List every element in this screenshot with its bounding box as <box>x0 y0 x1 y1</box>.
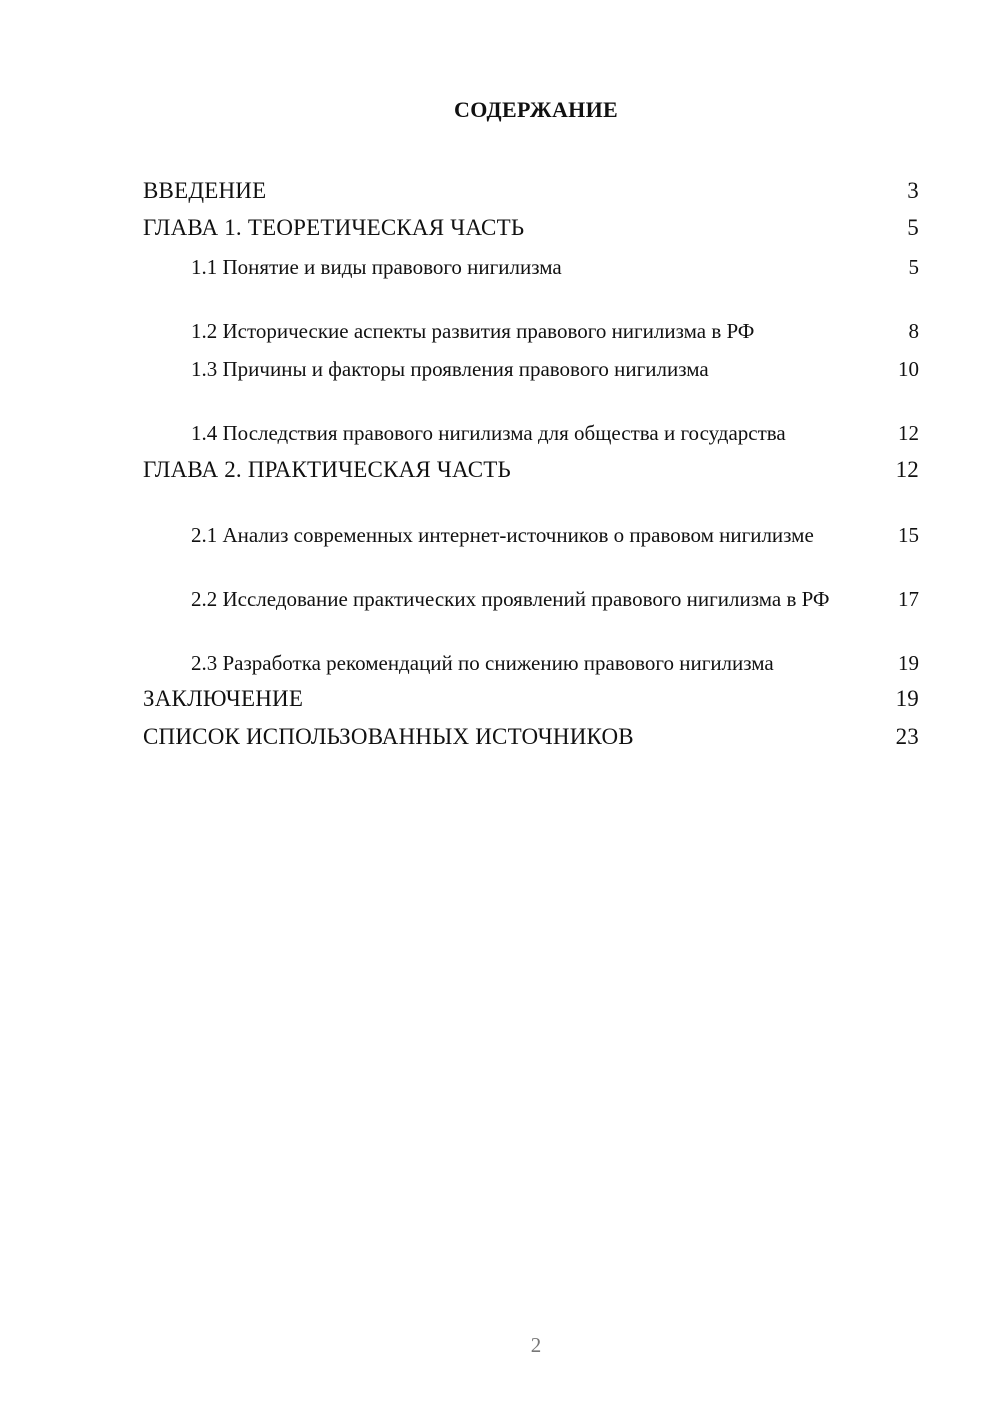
toc-entry-chapter-2[interactable] <box>143 449 919 487</box>
toc-entry-page: 12 <box>895 456 919 482</box>
toc-entry-references[interactable] <box>143 716 919 754</box>
toc-entry-page: 5 <box>907 215 919 240</box>
toc-entry-page: 3 <box>907 177 919 203</box>
toc-entry-page: 5 <box>908 255 919 279</box>
table-of-contents <box>143 170 919 754</box>
toc-entry-page: 19 <box>895 686 919 711</box>
toc-entry-chapter-1[interactable] <box>143 208 919 246</box>
toc-entry-page: 12 <box>898 421 919 445</box>
toc-entry-label: 2.1 Анализ современных интернет-источников о правовом нигилизме <box>191 522 814 547</box>
toc-entry-page: 23 <box>895 723 919 749</box>
toc-entry-label: 2.3 Разработка рекомендаций по снижению правового нигилизма <box>191 650 774 675</box>
toc-entry-page: 10 <box>898 357 919 381</box>
toc-entry-page: 17 <box>898 586 919 611</box>
toc-entry-section-2-2[interactable] <box>143 555 919 615</box>
toc-entry-conclusion[interactable] <box>143 679 919 717</box>
toc-entry-section-1-4[interactable] <box>143 389 919 449</box>
toc-entry-section-1-3[interactable] <box>143 350 919 385</box>
page-number: 2 <box>530 1333 542 1357</box>
toc-entry-label: ЗАКЛЮЧЕНИЕ <box>143 686 304 711</box>
toc-entry-page: 19 <box>898 650 919 675</box>
toc-entry-section-2-3[interactable] <box>143 619 919 679</box>
toc-entry-introduction[interactable] <box>143 170 919 208</box>
toc-entry-section-1-2[interactable] <box>143 287 919 347</box>
toc-title: СОДЕРЖАНИЕ <box>454 97 618 122</box>
toc-entry-label: ВВЕДЕНИЕ <box>143 177 267 203</box>
toc-entry-label: 1.1 Понятие и виды правового нигилизма <box>191 255 562 279</box>
toc-entry-label: 1.3 Причины и факторы проявления правового нигилизма <box>191 357 709 381</box>
toc-entry-section-2-1[interactable] <box>143 491 919 551</box>
toc-entry-section-1-1[interactable] <box>143 248 919 283</box>
toc-entry-label: ГЛАВА 2. ПРАКТИЧЕСКАЯ ЧАСТЬ <box>143 456 511 482</box>
toc-entry-label: 1.4 Последствия правового нигилизма для общества и государства <box>191 421 786 445</box>
toc-entry-label: СПИСОК ИСПОЛЬЗОВАННЫХ ИСТОЧНИКОВ <box>143 723 634 749</box>
toc-entry-page: 8 <box>908 319 919 343</box>
toc-entry-label: 1.2 Исторические аспекты развития правового нигилизма в РФ <box>191 319 755 343</box>
toc-entry-page: 15 <box>898 522 919 547</box>
toc-entry-label: 2.2 Исследование практических проявлений правового нигилизма в РФ <box>191 586 830 611</box>
toc-entry-label: ГЛАВА 1. ТЕОРЕТИЧЕСКАЯ ЧАСТЬ <box>143 215 525 240</box>
